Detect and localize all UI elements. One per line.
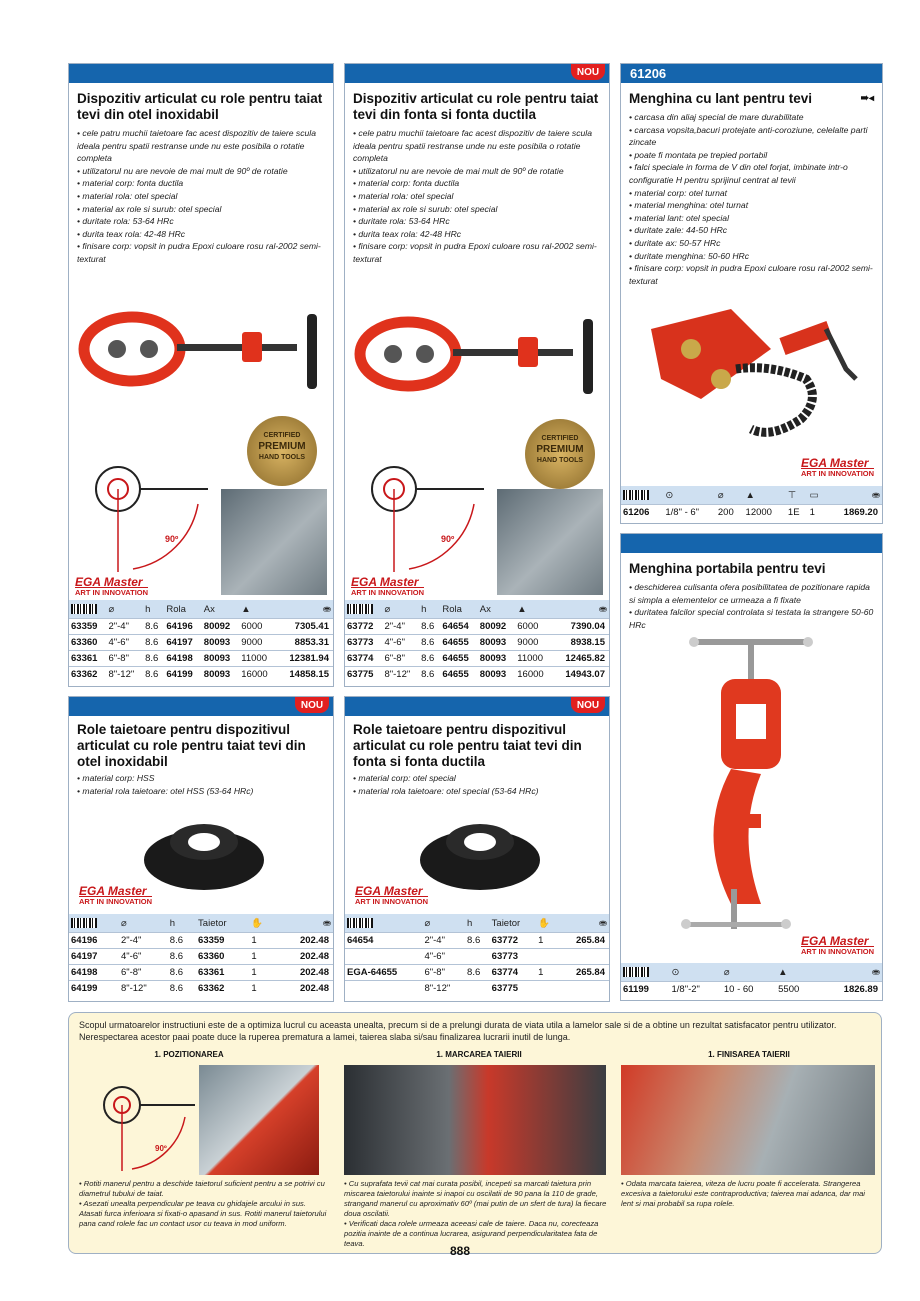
- table-header-row: [69, 600, 333, 619]
- step-text-positioning: • Rotiti manerul pentru a deschide taietorul suficient pentru a se potrivi cu diametrul tubului de taiat. • Asezati unealta perpendicular pe teava cu ghidajele arcului in sus. Atasati furca inferioara si fixati-o apasand in sus. Rotiti manerul taietorului pana cand rolele fac un contact usor cu teava in mod uniform.: [79, 1179, 327, 1228]
- table-header-row: [345, 914, 609, 933]
- cell: 10 - 60: [722, 982, 776, 998]
- portable-vise-image: [676, 634, 836, 934]
- cell: 64655: [440, 635, 477, 651]
- cell: 64198: [164, 651, 201, 667]
- new-badge: NOU: [571, 64, 605, 80]
- brand-tagline: ART IN INNOVATION: [351, 588, 425, 597]
- ref-code: 64198: [69, 965, 119, 981]
- cell: 1/8" - 6": [663, 505, 716, 521]
- price: 202.48: [275, 981, 333, 997]
- cell: 1: [808, 505, 826, 521]
- cell: 64197: [164, 635, 201, 651]
- table-row: [345, 651, 609, 667]
- brand-name: EGA Master: [355, 884, 423, 898]
- cell: 4"-6": [119, 949, 168, 965]
- feature-item: • material rola taietoare: otel special (53-64 HRc): [353, 785, 601, 798]
- cell: 6"-8": [382, 651, 419, 667]
- cell: 64654: [440, 619, 477, 635]
- ref-code: 64654: [345, 933, 422, 949]
- ref-code: 63773: [345, 635, 382, 651]
- table-row: [621, 982, 882, 998]
- barcode-icon: [69, 914, 119, 933]
- new-badge: NOU: [571, 697, 605, 713]
- brand-logo: [75, 577, 148, 597]
- feature-list: [77, 127, 325, 266]
- feature-item: • poate fi montata pe trepied portabil: [629, 149, 874, 162]
- ref-code: 64196: [69, 933, 119, 949]
- cell: 63773: [490, 949, 537, 965]
- ref-code: 63362: [69, 667, 106, 683]
- feature-item: • duritate rola: 53-64 HRc: [77, 215, 325, 228]
- cell: 63360: [196, 949, 249, 965]
- rotation-diagram: [73, 444, 213, 574]
- cell: 8.6: [168, 949, 196, 965]
- barcode-icon: [345, 600, 382, 619]
- premium-seal-line: PREMIUM: [258, 441, 306, 452]
- brand-tagline: ART IN INNOVATION: [801, 469, 875, 478]
- price-icon: ⛂: [559, 914, 609, 933]
- product-card-cast-iron-cutter: [344, 63, 610, 687]
- cutter-wheel-image: [415, 812, 545, 892]
- cell: 1: [249, 933, 275, 949]
- cell: 8.6: [168, 981, 196, 997]
- feature-item: • carcasa vopsita,bacuri protejate anti-coroziune, celelalte parti zincate: [629, 124, 874, 149]
- table-row: [69, 651, 333, 667]
- feature-item: • falci speciale in forma de V din otel forjat, imbinate intr-o configuratie H pentru sprijinul centrat al tevii: [629, 161, 874, 186]
- pipe-cutter-image: [353, 309, 603, 409]
- cell: 80093: [478, 635, 515, 651]
- cell: 8.6: [143, 667, 164, 683]
- gauge-icon: ⊙: [669, 963, 721, 982]
- premium-seal-line: CERTIFIED: [541, 435, 579, 442]
- col-h: h: [168, 914, 196, 933]
- cell: 8.6: [465, 965, 490, 981]
- feature-item: • durita teax rola: 42-48 HRc: [353, 228, 601, 241]
- cell: 200: [716, 505, 744, 521]
- cell: 8.6: [465, 933, 490, 949]
- cell: 5500: [776, 982, 817, 998]
- card-header-bar: [69, 697, 333, 716]
- cell: 80093: [478, 667, 515, 683]
- brand-name: EGA Master: [79, 884, 147, 898]
- table-row: [345, 949, 609, 965]
- cell: [465, 949, 490, 965]
- product-title: [629, 91, 874, 107]
- cell: 1: [249, 981, 275, 997]
- ref-code: 63360: [69, 635, 106, 651]
- cell: 16000: [515, 667, 552, 683]
- feature-item: • carcasa din aliaj special de mare durabilitate: [629, 111, 874, 124]
- brand-logo: [801, 458, 874, 478]
- col-h: h: [419, 600, 440, 619]
- table-row: [69, 619, 333, 635]
- marking-photo: [344, 1065, 606, 1175]
- weight-icon: ▲: [239, 600, 276, 619]
- cell: 6000: [239, 619, 276, 635]
- cell: 2"-4": [106, 619, 143, 635]
- table-header-row: [345, 600, 609, 619]
- brand-logo: [79, 886, 152, 906]
- cell: 6"-8": [422, 965, 465, 981]
- premium-seal: [247, 416, 317, 486]
- cell: 8.6: [419, 635, 440, 651]
- feature-item: • material menghina: otel turnat: [629, 199, 874, 212]
- feature-item: • material rola: otel special: [77, 190, 325, 203]
- product-card-chain-vise: [620, 63, 883, 524]
- cell: 8.6: [419, 619, 440, 635]
- cell: 6"-8": [119, 965, 168, 981]
- feature-item: • material corp: HSS: [77, 772, 325, 785]
- feature-item: • material lant: otel special: [629, 212, 874, 225]
- ref-code: 63361: [69, 651, 106, 667]
- table-row: [69, 933, 333, 949]
- cell: 16000: [239, 667, 276, 683]
- ref-code: 64199: [69, 981, 119, 997]
- price: 202.48: [275, 933, 333, 949]
- feature-item: • material ax role si surub: otel special: [353, 203, 601, 216]
- weight-icon: ▲: [776, 963, 817, 982]
- table-row: [69, 981, 333, 997]
- col-h: h: [465, 914, 490, 933]
- product-card-stainless-cutter: [68, 63, 334, 687]
- ref-code: 63772: [345, 619, 382, 635]
- product-table: [621, 963, 882, 997]
- feature-item: • cele patru muchii taietoare fac acest dispozitiv de taiere scula ideala pentru spatii restranse unde nu este posibila o rotatie completa: [353, 127, 601, 165]
- ref-code: [345, 949, 422, 965]
- product-table: [69, 600, 333, 682]
- cell: 80092: [202, 619, 239, 635]
- cell: 63362: [196, 981, 249, 997]
- hand-icon: ✋: [249, 914, 275, 933]
- table-row: [345, 933, 609, 949]
- table-row: [345, 619, 609, 635]
- cell: 8"-12": [119, 981, 168, 997]
- cell: 8"-12": [382, 667, 419, 683]
- card-header-bar: [345, 697, 609, 716]
- feature-item: • utilizatorul nu are nevoie de mai mult de 90º de rotatie: [353, 165, 601, 178]
- feature-item: • material rola: otel special: [353, 190, 601, 203]
- feature-item: • finisare corp: vopsit in pudra Epoxi culoare rosu ral-2002 semi-texturat: [77, 240, 325, 265]
- price: 8853.31: [277, 635, 333, 651]
- brand-tagline: ART IN INNOVATION: [75, 588, 149, 597]
- product-title: Menghina portabila pentru tevi: [629, 561, 826, 576]
- feature-item: • material corp: fonta ductila: [77, 177, 325, 190]
- cell: [465, 981, 490, 997]
- price-icon: ⛂: [817, 963, 882, 982]
- feature-item: • duritate rola: 53-64 HRc: [353, 215, 601, 228]
- price-icon: ⛂: [275, 914, 333, 933]
- ref-code: 64197: [69, 949, 119, 965]
- price: 7390.04: [553, 619, 609, 635]
- cell: 9000: [239, 635, 276, 651]
- price: 202.48: [275, 949, 333, 965]
- positioning-photo: [199, 1065, 319, 1175]
- page-number: 888: [450, 1244, 471, 1258]
- price: 14858.15: [277, 667, 333, 683]
- price-icon: ⛂: [553, 600, 609, 619]
- feature-item: • material corp: otel turnat: [629, 187, 874, 200]
- col-ax: Ax: [478, 600, 515, 619]
- price: 8938.15: [553, 635, 609, 651]
- product-title-text: Menghina cu lant pentru tevi: [629, 91, 813, 106]
- table-row: [345, 981, 609, 997]
- feature-item: • material rola taietoare: otel HSS (53-64 HRc): [77, 785, 325, 798]
- col-h: h: [143, 600, 164, 619]
- brand-name: EGA Master: [351, 575, 419, 589]
- cell: 80093: [202, 651, 239, 667]
- feature-item: • duritate menghina: 50-60 HRc: [629, 250, 874, 263]
- cell: 2"-4": [119, 933, 168, 949]
- table-row: [69, 965, 333, 981]
- product-title: Dispozitiv articulat cu role pentru taiat tevi din fonta si fonta ductila: [353, 91, 599, 122]
- diameter-icon: ⌀: [722, 963, 776, 982]
- table-header-row: [69, 914, 333, 933]
- premium-seal-line: PREMIUM: [536, 444, 584, 455]
- cell: [536, 981, 559, 997]
- ref-code: 63359: [69, 619, 106, 635]
- ref-code: 63774: [345, 651, 382, 667]
- ref-code: 61199: [621, 982, 669, 998]
- step-title-finishing: 1. FINISAREA TAIERII: [708, 1050, 790, 1059]
- cell: 8.6: [143, 635, 164, 651]
- card-header-bar: [345, 64, 609, 83]
- diameter-icon: ⌀: [382, 600, 419, 619]
- cell: 4"-6": [106, 635, 143, 651]
- gauge-icon: ⊙: [663, 486, 716, 505]
- feature-list: [353, 127, 601, 266]
- cell: 80093: [202, 635, 239, 651]
- price: 14943.07: [553, 667, 609, 683]
- cell: 8.6: [168, 965, 196, 981]
- feature-item: • material corp: fonta ductila: [353, 177, 601, 190]
- cell: 1: [249, 949, 275, 965]
- product-card-stainless-rollers: [68, 696, 334, 1002]
- usage-photo: [221, 489, 327, 595]
- cell: 8.6: [419, 651, 440, 667]
- weight-icon: ▲: [744, 486, 786, 505]
- table-row: [345, 667, 609, 683]
- feature-list: [629, 111, 874, 287]
- product-card-portable-vise: [620, 533, 883, 1001]
- price-icon: ⛂: [826, 486, 882, 505]
- instructions-panel: [68, 1012, 882, 1254]
- cell: 4"-6": [422, 949, 465, 965]
- brand-tagline: ART IN INNOVATION: [355, 897, 429, 906]
- col-rola: Rola: [164, 600, 201, 619]
- ref-code: 61206: [621, 505, 663, 521]
- cell: 6"-8": [106, 651, 143, 667]
- price: 12381.94: [277, 651, 333, 667]
- price: [559, 981, 609, 997]
- cell: 8"-12": [106, 667, 143, 683]
- product-title: Role taietoare pentru dispozitivul articulat cu role pentru taiat tevi din otel inoxidabil: [77, 722, 306, 769]
- step-title-marking: 1. MARCAREA TAIERII: [436, 1050, 522, 1059]
- price: 202.48: [275, 965, 333, 981]
- ref-code: EGA-64655: [345, 965, 422, 981]
- brand-name: EGA Master: [75, 575, 143, 589]
- table-row: [345, 965, 609, 981]
- ref-code: [345, 981, 422, 997]
- table-row: [69, 667, 333, 683]
- cell: 64655: [440, 651, 477, 667]
- chain-vise-image: [641, 309, 866, 459]
- feature-list: [629, 581, 874, 631]
- product-title: Role taietoare pentru dispozitivul articulat cu role pentru taiat tevi din fonta si fonta ductila: [353, 722, 582, 769]
- hand-icon: ✋: [536, 914, 559, 933]
- direction-arrows-icon: ➠◂: [860, 93, 874, 104]
- table-row: [69, 635, 333, 651]
- cell: 1: [249, 965, 275, 981]
- brand-logo: [355, 886, 428, 906]
- premium-seal-line: CERTIFIED: [263, 432, 301, 439]
- cell: 11000: [239, 651, 276, 667]
- table-row: [345, 635, 609, 651]
- product-title: Dispozitiv articulat cu role pentru taiat tevi din otel inoxidabil: [77, 91, 323, 122]
- brand-name: EGA Master: [801, 456, 869, 470]
- premium-seal-line: HAND TOOLS: [258, 454, 306, 461]
- cutter-wheel-image: [139, 812, 269, 892]
- price: 1826.89: [817, 982, 882, 998]
- product-table: [345, 914, 609, 996]
- rotation-diagram: [349, 444, 489, 574]
- premium-seal-line: HAND TOOLS: [536, 457, 584, 464]
- product-table: [69, 914, 333, 996]
- premium-seal: [525, 419, 595, 489]
- feature-list: [353, 772, 601, 797]
- feature-item: • material corp: otel special: [353, 772, 601, 785]
- cell: 8"-12": [422, 981, 465, 997]
- price: [559, 949, 609, 965]
- barcode-icon: [69, 600, 106, 619]
- table-header-row: [621, 486, 882, 505]
- brand-name: EGA Master: [801, 934, 869, 948]
- cell: 8.6: [419, 667, 440, 683]
- diameter-icon: ⌀: [716, 486, 744, 505]
- cell: 80092: [478, 619, 515, 635]
- card-header-code: 61206: [621, 64, 882, 83]
- diameter-icon: ⌀: [422, 914, 465, 933]
- brand-logo: [351, 577, 424, 597]
- price: 1869.20: [826, 505, 882, 521]
- cell: 63774: [490, 965, 537, 981]
- diameter-icon: ⌀: [106, 600, 143, 619]
- barcode-icon: [621, 486, 663, 505]
- feature-item: • durita teax rola: 42-48 HRc: [77, 228, 325, 241]
- pack-icon: ▭: [808, 486, 826, 505]
- product-card-cast-iron-rollers: [344, 696, 610, 1002]
- feature-item: • finisare corp: vopsit in pudra Epoxi culoare rosu ral-2002 semi-texturat: [629, 262, 874, 287]
- cell: 64655: [440, 667, 477, 683]
- card-header-bar: [621, 534, 882, 553]
- price: 12465.82: [553, 651, 609, 667]
- price-icon: ⛂: [277, 600, 333, 619]
- feature-item: • material ax role si surub: otel special: [77, 203, 325, 216]
- price: 7305.41: [277, 619, 333, 635]
- feature-item: • finisare corp: vopsit in pudra Epoxi culoare rosu ral-2002 semi-texturat: [353, 240, 601, 265]
- card-header-bar: [69, 64, 333, 83]
- feature-item: • duritatea falcilor special controlata si testata la strangere 50-60 HRc: [629, 606, 874, 631]
- cell: 2"-4": [382, 619, 419, 635]
- cell: 8.6: [143, 651, 164, 667]
- barcode-icon: [621, 963, 669, 982]
- diameter-icon: ⌀: [119, 914, 168, 933]
- brand-tagline: ART IN INNOVATION: [801, 947, 875, 956]
- product-table: [621, 486, 882, 520]
- cell: 8.6: [143, 619, 164, 635]
- cell: 1E: [786, 505, 808, 521]
- angle-label: 90º: [165, 534, 179, 544]
- cell: 8.6: [168, 933, 196, 949]
- feature-item: • cele patru muchii taietoare fac acest dispozitiv de taiere scula ideala pentru spatii restranse unde nu este posibila o rotatie completa: [77, 127, 325, 165]
- cell: 64196: [164, 619, 201, 635]
- col-ax: Ax: [202, 600, 239, 619]
- positioning-diagram: [77, 1065, 197, 1175]
- col-taietor: Taietor: [196, 914, 249, 933]
- price: 265.84: [559, 965, 609, 981]
- cell: 1: [536, 965, 559, 981]
- weight-icon: ▲: [515, 600, 552, 619]
- feature-item: • deschiderea culisanta ofera posibilitatea de pozitionare rapida si simpla a elementelor ce urmeaza a fi fixate: [629, 581, 874, 606]
- cell: 64199: [164, 667, 201, 683]
- step-text-finishing: • Odata marcata taierea, viteza de lucru poate fi accelerata. Strangerea excesiva a taietorului este contraproductiva; taierea mai adanca, dar mai lent si mai probabil sa rupa rolele.: [621, 1179, 865, 1208]
- cell: [536, 949, 559, 965]
- brand-logo: [801, 936, 874, 956]
- feature-item: • duritate zale: 44-50 HRc: [629, 224, 874, 237]
- vise-icon: ⊤: [786, 486, 808, 505]
- brand-tagline: ART IN INNOVATION: [79, 897, 153, 906]
- col-rola: Rola: [440, 600, 477, 619]
- table-row: [69, 949, 333, 965]
- instructions-intro: Scopul urmatoarelor instructiuni este de a optimiza lucrul cu aceasta unealta, precum si de a prelungi durata de viata utila a lamelor sale si de a obtine un rezultat satisfacator pentru utilizator. Nerespectarea acestor paai poate duce la ruperea prematura a lamei, taierea slaba si/sau finalizarea lucrarii inutil de lunga.: [79, 1020, 837, 1042]
- cell: 63775: [490, 981, 537, 997]
- cell: 11000: [515, 651, 552, 667]
- col-taietor: Taietor: [490, 914, 537, 933]
- cell: 63772: [490, 933, 537, 949]
- cell: 63359: [196, 933, 249, 949]
- cell: 1: [536, 933, 559, 949]
- cell: 63361: [196, 965, 249, 981]
- barcode-icon: [345, 914, 422, 933]
- feature-item: • utilizatorul nu are nevoie de mai mult de 90º de rotatie: [77, 165, 325, 178]
- feature-item: • duritate ax: 50-57 HRc: [629, 237, 874, 250]
- cell: 80093: [478, 651, 515, 667]
- cell: 6000: [515, 619, 552, 635]
- step-title-positioning: 1. POZITIONAREA: [154, 1050, 224, 1059]
- pipe-cutter-image: [77, 304, 327, 404]
- table-header-row: [621, 963, 882, 982]
- table-row: [621, 505, 882, 521]
- step-text-marking: • Cu suprafata tevii cat mai curata posibil, incepeti sa marcati taietura prin miscarea taietorului inainte si inapoi cu oscilatii de 90 pana la 110 de grade, strangand manerul cu aproximativ 60º (mai putin de un sfert de tura) la fiecare doua oscilatii. • Verificati daca rolele urmeaza aceeasi cale de taiere. Daca nu, corecteaza pozitia inainte de a continua lucrarea, asigurand perpendicularitatea fata de teava.: [344, 1179, 607, 1248]
- finishing-photo: [621, 1065, 875, 1175]
- usage-photo: [497, 489, 603, 595]
- product-table: [345, 600, 609, 682]
- cell: 4"-6": [382, 635, 419, 651]
- cell: 12000: [744, 505, 786, 521]
- cell: 9000: [515, 635, 552, 651]
- cell: 2"-4": [422, 933, 465, 949]
- cell: 1/8"-2": [669, 982, 721, 998]
- angle-label: 90º: [441, 534, 455, 544]
- angle-label: 90º: [155, 1144, 167, 1153]
- new-badge: NOU: [295, 697, 329, 713]
- cell: 80093: [202, 667, 239, 683]
- feature-list: [77, 772, 325, 797]
- price: 265.84: [559, 933, 609, 949]
- ref-code: 63775: [345, 667, 382, 683]
